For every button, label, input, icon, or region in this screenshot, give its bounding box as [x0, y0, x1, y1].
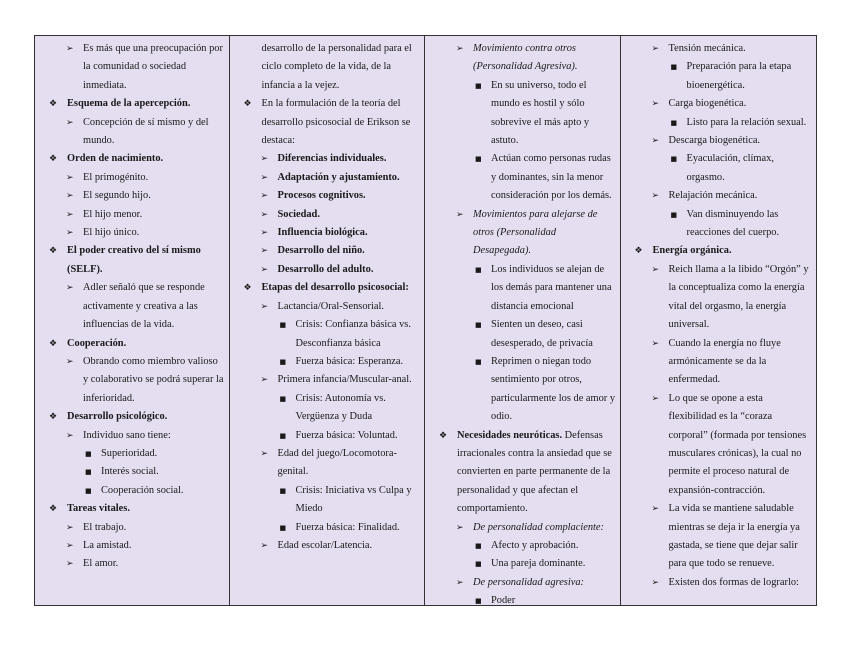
- item-text: Poder: [491, 595, 516, 605]
- item-text: Actúan como personas rudas y dominantes, sin la menor consideración por los demás.: [491, 153, 612, 202]
- list-item: [236, 169, 421, 187]
- arrow-bullet-icon: ➢: [651, 191, 660, 202]
- item-text: Fuerza básica: Voluntad.: [295, 429, 398, 441]
- list-item: [431, 316, 616, 353]
- arrow-bullet-icon: ➢: [260, 301, 269, 312]
- item-text: Adaptación y ajustamiento.: [277, 171, 400, 183]
- item-text: Primera infancia/Muscular-anal.: [277, 374, 412, 386]
- arrow-bullet-icon: ➢: [456, 577, 464, 588]
- item-text: Edad escolar/Latencia.: [277, 539, 373, 551]
- item-text: desarrollo de la personalidad para el ciclo completo de la vida, de la infancia a la vejez.: [261, 43, 412, 91]
- arrow-bullet-icon: ➢: [66, 522, 74, 533]
- diamond-bullet-icon: ❖: [49, 412, 58, 423]
- list-item: [431, 40, 616, 77]
- list-item: [627, 40, 813, 58]
- item-text: Tareas vitales.: [67, 503, 130, 515]
- item-text: Desarrollo psicológico.: [67, 411, 168, 423]
- list-item: [41, 445, 225, 463]
- item-text: El trabajo.: [83, 521, 127, 533]
- item-text: Lactancia/Oral-Sensorial.: [277, 300, 384, 312]
- item-text: El poder creativo del sí mismo (SELF).: [67, 245, 201, 275]
- list-item: [431, 574, 616, 592]
- list-item: [41, 482, 225, 500]
- item-text: El primogénito.: [83, 171, 149, 183]
- item-text: El segundo hijo.: [83, 190, 151, 202]
- list-item: [627, 187, 813, 205]
- list-item: [41, 224, 225, 242]
- arrow-bullet-icon: ➢: [651, 264, 660, 275]
- list-item: [627, 114, 813, 132]
- list-item: [41, 408, 225, 426]
- arrow-bullet-icon: ➢: [651, 99, 660, 110]
- arrow-bullet-icon: ➢: [260, 375, 269, 386]
- square-bullet-icon: ■: [85, 468, 92, 477]
- column-3: [425, 36, 621, 605]
- item-text: Concepción de sí mismo y del mundo.: [83, 116, 209, 147]
- list-item: [627, 95, 813, 113]
- square-bullet-icon: ■: [279, 523, 287, 532]
- list-item: [41, 187, 225, 205]
- item-text: Movimiento contra otros (Personalidad Agresiva).: [473, 43, 578, 73]
- arrow-bullet-icon: ➢: [260, 172, 269, 183]
- square-bullet-icon: ■: [279, 357, 287, 366]
- square-bullet-icon: ■: [475, 81, 482, 90]
- item-text: Lo que se opone a esta flexibilidad es la “coraza corporal” (formada por tensiones musculares crónicas), la cual no permite el proceso natural de expansión-contracción.: [668, 392, 807, 496]
- square-bullet-icon: ■: [475, 597, 482, 605]
- diamond-bullet-icon: ❖: [49, 246, 58, 257]
- square-bullet-icon: ■: [475, 560, 482, 569]
- item-text: Individuo sano tiene:: [83, 429, 171, 441]
- diamond-bullet-icon: ❖: [49, 154, 58, 165]
- item-text: La amistad.: [83, 539, 132, 551]
- arrow-bullet-icon: ➢: [66, 283, 74, 294]
- list-item: [236, 261, 421, 279]
- list-item: [41, 427, 225, 445]
- list-item: [41, 114, 225, 151]
- list-item: [627, 500, 813, 574]
- arrow-bullet-icon: ➢: [66, 172, 74, 183]
- arrow-bullet-icon: ➢: [66, 191, 74, 202]
- arrow-bullet-icon: ➢: [66, 117, 74, 128]
- list-item: [236, 242, 421, 260]
- square-bullet-icon: ■: [670, 155, 678, 164]
- item-text: Procesos cognitivos.: [277, 190, 366, 202]
- list-item: [431, 555, 616, 573]
- square-bullet-icon: ■: [85, 449, 92, 458]
- list-item: [41, 95, 225, 113]
- document-sheet: [34, 35, 817, 606]
- item-text: Sociedad.: [277, 208, 320, 220]
- diamond-bullet-icon: ❖: [439, 430, 448, 441]
- list-item: [627, 206, 813, 243]
- arrow-bullet-icon: ➢: [260, 540, 269, 551]
- item-text: Desarrollo del niño.: [277, 245, 365, 257]
- list-item: [41, 206, 225, 224]
- arrow-bullet-icon: ➢: [651, 44, 660, 54]
- list-item: [41, 242, 225, 279]
- square-bullet-icon: ■: [475, 321, 482, 330]
- list-item: [41, 500, 225, 518]
- arrow-bullet-icon: ➢: [66, 228, 74, 239]
- item-text: Descarga biogenética.: [668, 135, 761, 147]
- list-item: [431, 592, 616, 605]
- list-item: [431, 353, 616, 427]
- square-bullet-icon: ■: [670, 63, 678, 72]
- arrow-bullet-icon: ➢: [260, 228, 269, 239]
- arrow-bullet-icon: ➢: [456, 522, 464, 533]
- item-text: Crisis: Iniciativa vs Culpa y Miedo: [295, 484, 412, 515]
- list-item: [236, 353, 421, 371]
- arrow-bullet-icon: ➢: [66, 356, 74, 367]
- list-item: [41, 169, 225, 187]
- item-text: Afecto y aprobación.: [491, 539, 579, 551]
- item-text: Fuerza básica: Finalidad.: [295, 521, 400, 533]
- arrow-bullet-icon: ➢: [260, 191, 269, 202]
- square-bullet-icon: ■: [475, 357, 482, 366]
- column-2: [230, 36, 426, 605]
- list-item: [236, 537, 421, 555]
- diamond-bullet-icon: ❖: [634, 246, 643, 257]
- list-item: [431, 519, 616, 537]
- item-text: Preparación para la etapa bioenergética.: [686, 61, 792, 91]
- square-bullet-icon: ■: [475, 265, 482, 274]
- arrow-bullet-icon: ➢: [456, 44, 464, 54]
- item-text: Carga biogenética.: [668, 98, 747, 110]
- list-item: [236, 519, 421, 537]
- item-text: Sienten un deseo, casi desesperado, de privacía: [491, 319, 593, 349]
- list-item: [627, 58, 813, 95]
- item-text: Listo para la relación sexual.: [686, 116, 807, 128]
- square-bullet-icon: ■: [279, 394, 287, 403]
- item-text: Una pareja dominante.: [491, 558, 586, 570]
- item-text: Existen dos formas de lograrlo:: [668, 576, 799, 588]
- list-item: [627, 335, 813, 390]
- square-bullet-icon: ■: [670, 210, 678, 219]
- list-item: [627, 242, 813, 260]
- list-item: [236, 371, 421, 389]
- item-text: Edad del juego/Locomotora-genital.: [277, 447, 397, 478]
- item-text: El amor.: [83, 558, 119, 570]
- arrow-bullet-icon: ➢: [66, 209, 74, 220]
- list-item: [41, 150, 225, 168]
- list-item: [41, 537, 225, 555]
- list-item: [236, 427, 421, 445]
- item-text: En la formulación de la teoría del desarrollo psicosocial de Erikson se destaca:: [261, 98, 411, 147]
- list-item: [236, 40, 421, 95]
- arrow-bullet-icon: ➢: [456, 209, 464, 220]
- list-item: [236, 150, 421, 168]
- item-text: Superioridad.: [101, 447, 158, 459]
- item-text: Adler señaló que se responde activamente y creativa a las influencias de la vida.: [83, 282, 205, 331]
- item-text: En su universo, todo el mundo es hostil y sólo sobrevive el más apto y astuto.: [491, 79, 590, 147]
- list-item: [431, 206, 616, 261]
- item-text: Necesidades neuróticas.: [457, 429, 563, 441]
- list-item: [236, 316, 421, 353]
- arrow-bullet-icon: ➢: [260, 448, 269, 459]
- item-text: La vida se mantiene saludable mientras se deja ir la energía ya gastada, se tiene que dejar salir para que todo se renueve.: [668, 503, 800, 570]
- list-item: [236, 95, 421, 150]
- list-item: [41, 335, 225, 353]
- list-item: [41, 353, 225, 408]
- list-item: [236, 206, 421, 224]
- item-text: Cuando la energía no fluye armónicamente se da la enfermedad.: [668, 337, 781, 386]
- square-bullet-icon: ■: [279, 321, 287, 330]
- list-item: [627, 261, 813, 335]
- diamond-bullet-icon: ❖: [49, 99, 58, 110]
- item-text: Diferencias individuales.: [277, 153, 387, 165]
- list-item: [236, 445, 421, 482]
- list-item: [41, 555, 225, 573]
- item-text: Energía orgánica.: [652, 245, 732, 257]
- arrow-bullet-icon: ➢: [651, 136, 660, 147]
- arrow-bullet-icon: ➢: [260, 209, 269, 220]
- square-bullet-icon: ■: [475, 541, 482, 550]
- arrow-bullet-icon: ➢: [66, 44, 74, 54]
- item-text: Cooperación social.: [101, 484, 184, 496]
- item-text-rest: Defensas irracionales contra la ansiedad que se convierten en parte permanente de la personalidad y que afectan el comportamiento.: [457, 429, 612, 515]
- item-text: Eyaculación, clímax, orgasmo.: [686, 153, 774, 183]
- column-1: [35, 36, 230, 605]
- diamond-bullet-icon: ❖: [49, 504, 58, 515]
- item-text: Van disminuyendo las reacciones del cuerpo.: [686, 208, 780, 239]
- list-item: [431, 77, 616, 151]
- arrow-bullet-icon: ➢: [260, 264, 269, 275]
- item-text: Fuerza básica: Esperanza.: [295, 355, 404, 367]
- list-item: [236, 187, 421, 205]
- item-text: Relajación mecánica.: [668, 190, 758, 202]
- arrow-bullet-icon: ➢: [651, 577, 660, 588]
- arrow-bullet-icon: ➢: [260, 154, 269, 165]
- item-text: Desarrollo del adulto.: [277, 263, 374, 275]
- list-item: [236, 279, 421, 297]
- list-item: [236, 482, 421, 519]
- diamond-bullet-icon: ❖: [243, 283, 252, 294]
- square-bullet-icon: ■: [279, 431, 287, 440]
- arrow-bullet-icon: ➢: [651, 338, 660, 349]
- item-text: Movimientos para alejarse de otros (Personalidad Desapegada).: [473, 208, 598, 257]
- list-item: [431, 261, 616, 316]
- item-text: Reprimen o niegan todo sentimiento por otros, particularmente los de amor y odio.: [491, 355, 616, 423]
- item-text: Es más que una preocupación por la comunidad o sociedad inmediata.: [83, 43, 223, 91]
- arrow-bullet-icon: ➢: [66, 540, 74, 551]
- diamond-bullet-icon: ❖: [49, 338, 58, 349]
- item-text: El hijo menor.: [83, 208, 143, 220]
- list-item: [627, 150, 813, 187]
- diamond-bullet-icon: ❖: [243, 99, 252, 110]
- item-text: Esquema de la apercepción.: [67, 98, 191, 110]
- square-bullet-icon: ■: [475, 155, 482, 164]
- item-text: Orden de nacimiento.: [67, 153, 164, 165]
- list-item: [41, 279, 225, 334]
- list-item: [41, 40, 225, 95]
- list-item: [431, 150, 616, 205]
- item-text: De personalidad complaciente:: [473, 521, 605, 533]
- list-item: [431, 537, 616, 555]
- list-item: [41, 519, 225, 537]
- item-text: El hijo único.: [83, 227, 140, 239]
- list-item: [236, 298, 421, 316]
- item-text: Crisis: Autonomía vs. Vergüenza y Duda: [295, 392, 386, 423]
- arrow-bullet-icon: ➢: [260, 246, 269, 257]
- item-text: Crisis: Confianza básica vs. Desconfianza básica: [295, 319, 411, 349]
- square-bullet-icon: ■: [670, 118, 678, 127]
- item-text: Etapas del desarrollo psicosocial:: [261, 282, 409, 294]
- item-text: Interés social.: [101, 466, 159, 478]
- item-text: Influencia biológica.: [277, 227, 368, 239]
- square-bullet-icon: ■: [85, 486, 92, 495]
- item-text: Los individuos se alejan de los demás para mantener una distancia emocional: [491, 263, 612, 312]
- arrow-bullet-icon: ➢: [651, 504, 660, 515]
- item-text: De personalidad agresiva:: [473, 576, 585, 588]
- list-item: [627, 132, 813, 150]
- list-item: [431, 427, 616, 519]
- list-item: [236, 390, 421, 427]
- item-text: Tensión mecánica.: [668, 43, 746, 54]
- list-item: [236, 224, 421, 242]
- item-text: Obrando como miembro valioso y colaborativo se podrá superar la inferioridad.: [83, 355, 224, 404]
- square-bullet-icon: ■: [279, 486, 287, 495]
- column-4: [621, 36, 817, 605]
- list-item: [41, 463, 225, 481]
- arrow-bullet-icon: ➢: [66, 430, 74, 441]
- item-text: Cooperación.: [67, 337, 127, 349]
- arrow-bullet-icon: ➢: [66, 559, 74, 570]
- list-item: [627, 574, 813, 592]
- list-item: [627, 390, 813, 500]
- item-text: Reich llama a la libido “Orgón” y la conceptualiza como la energía vital del orgasmo, la energía universal.: [668, 263, 809, 331]
- arrow-bullet-icon: ➢: [651, 393, 660, 404]
